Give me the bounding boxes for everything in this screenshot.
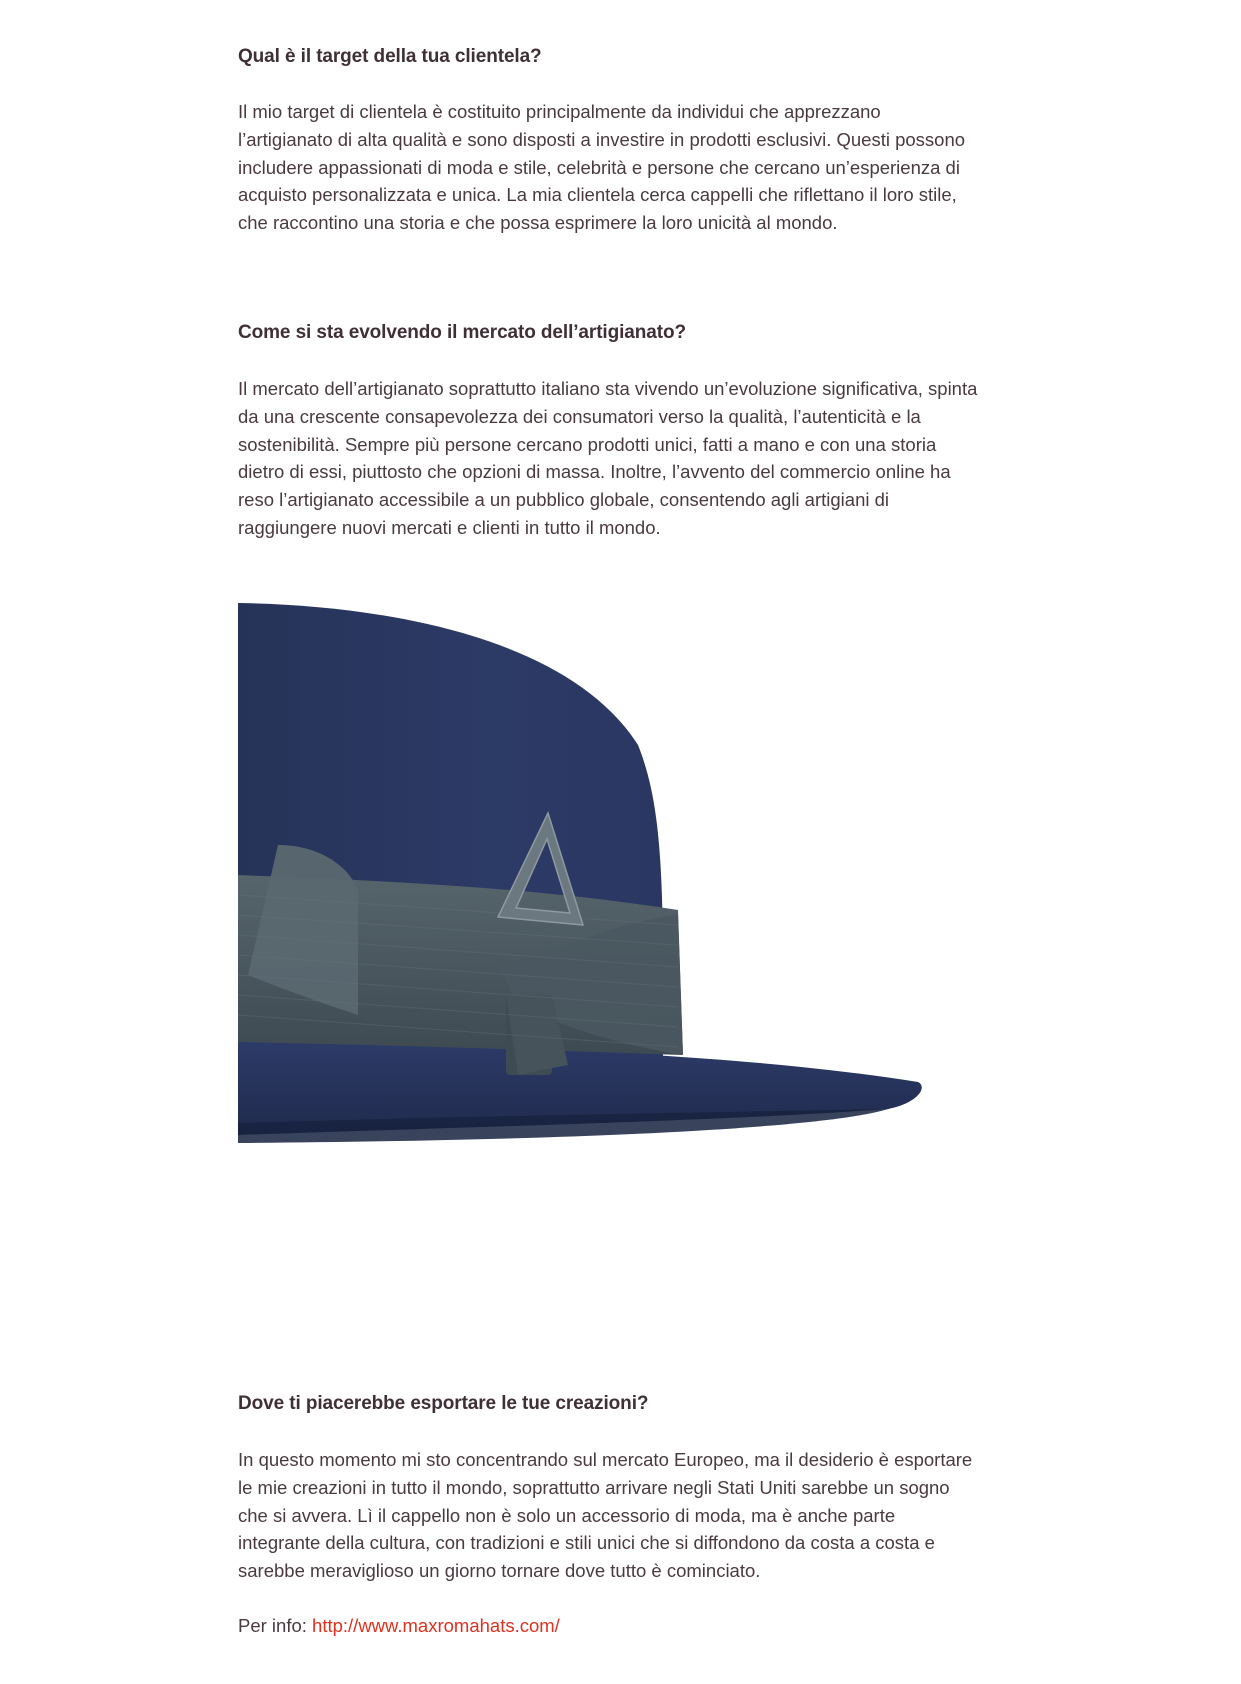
section-body-target: Il mio target di clientela è costituito principalmente da individui che apprezzano l’artigianato di alta qualità e sono disposti a investire in prodotti esclusivi. Questi possono includere appassionati di moda e stile, celebrità e persone che cercano un’esperienza di acquisto personalizzata e unica. La mia clientela cerca cappelli che riflettano il loro stile, che raccontino una storia e che possa esprimere la loro unicità al mondo. [238,101,966,234]
hat-photo [238,595,938,1195]
info-line [238,1612,560,1640]
section-body-export: In questo momento mi sto concentrando sul mercato Europeo, ma il desiderio è esportare le mie creazioni in tutto il mondo, soprattutto arrivare negli Stati Uniti sarebbe un sogno che si avvera. Lì il cappello non è solo un accessorio di moda, ma è anche parte integrante della cultura, con tradizioni e stili unici che si diffondono da costa a costa e sarebbe meraviglioso un giorno tornare dove tutto è cominciato. [238,1449,973,1582]
section-body-mercato: Il mercato dell’artigianato soprattutto italiano sta vivendo un’evoluzione significativa, spinta da una crescente consapevolezza dei consumatori verso la qualità, l’autenticità e la sostenibilità. Sempre più persone cercano prodotti unici, fatti a mano e con una storia dietro di essi, piuttosto che opzioni di massa. Inoltre, l’avvento del commercio online ha reso l’artigianato accessibile a un pubblico globale, consentendo agli artigiani di raggiungere nuovi mercati e clienti in tutto il mondo. [238,378,978,538]
section-heading-export: Dove ti piacerebbe esportare le tue creazioni? [238,1393,649,1414]
info-link[interactable]: http://www.maxromahats.com/ [312,1615,560,1636]
section-heading-mercato: Come si sta evolvendo il mercato dell’artigianato? [238,322,686,343]
info-label: Per info: [238,1615,313,1636]
section-heading-target: Qual è il target della tua clientela? [238,46,542,67]
